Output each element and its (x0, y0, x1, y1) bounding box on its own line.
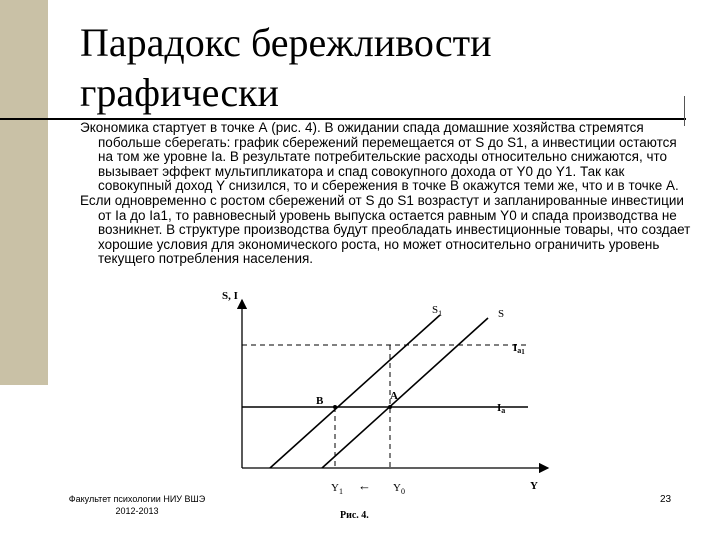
shift-arrow: ← (358, 478, 371, 493)
point-b-label: B (316, 395, 324, 407)
ia-label-main: I (497, 402, 502, 414)
y0-label-sub: 0 (400, 487, 405, 496)
y1-label-main: Y (331, 482, 339, 494)
s1-label (432, 304, 442, 318)
y-axis-label: S, I (222, 290, 238, 302)
point-a-label: A (390, 390, 398, 402)
ia1-label-sub: a (517, 346, 522, 355)
s-label: S (498, 308, 505, 320)
ia-label-sub: a (501, 406, 506, 415)
y1-label (331, 482, 343, 496)
y0-label-main: Y (393, 482, 401, 494)
paragraph-2: Если одновременно с ростом сбережений от S до S1 возрастут и запланированные инвестиции от Ia до Ia1, то равновесный уровень выпуска остается равным Y0 и спада производства не возникнет. В структуре производства будут преобладать инвестиционные товары, что создает хорошие условия для экономического роста, но может относительно ограничить уровень текущего потребления населения. (80, 192, 691, 267)
ia1-label-main: I (513, 342, 518, 354)
point-b (333, 405, 337, 409)
s1-line (270, 315, 440, 468)
ia1-label-sub2: 1 (521, 348, 525, 356)
x-axis-label: Y (530, 480, 538, 492)
point-a (388, 405, 392, 409)
s-line (322, 318, 488, 468)
paragraph-1: Экономика стартует в точке А (рис. 4). В ожидании спада домашние хозяйства стремятся побольше сберегать: график сбережений перемещается от S до S1, а инвестиции остаются на том же уровне Ia. В результате потребительские расходы относительно снижаются, что вызывает эффект мультипликатора и спад совокупного дохода от Y0 до Y1. Так как совокупный доход Y снизился, то и сбережения в точке В окажутся теми же, что и в точке А. (80, 120, 679, 194)
page-number: 23 (660, 494, 672, 505)
footer-line-1: Факультет психологии НИУ ВШЭ (68, 494, 206, 504)
s1-label-main: S (432, 304, 439, 316)
s1-label-sub: 1 (438, 309, 443, 318)
y1-label-sub: 1 (338, 487, 343, 496)
footer-line-2: 2012-2013 (115, 506, 159, 516)
ia1-label (513, 342, 525, 356)
figure-caption: Рис. 4. (340, 510, 369, 521)
title-line-2: графически (80, 70, 279, 115)
title-line-1: Парадокс бережливости (80, 20, 492, 65)
footer (48, 493, 226, 517)
y0-label (393, 482, 405, 496)
ia-label (497, 402, 505, 415)
